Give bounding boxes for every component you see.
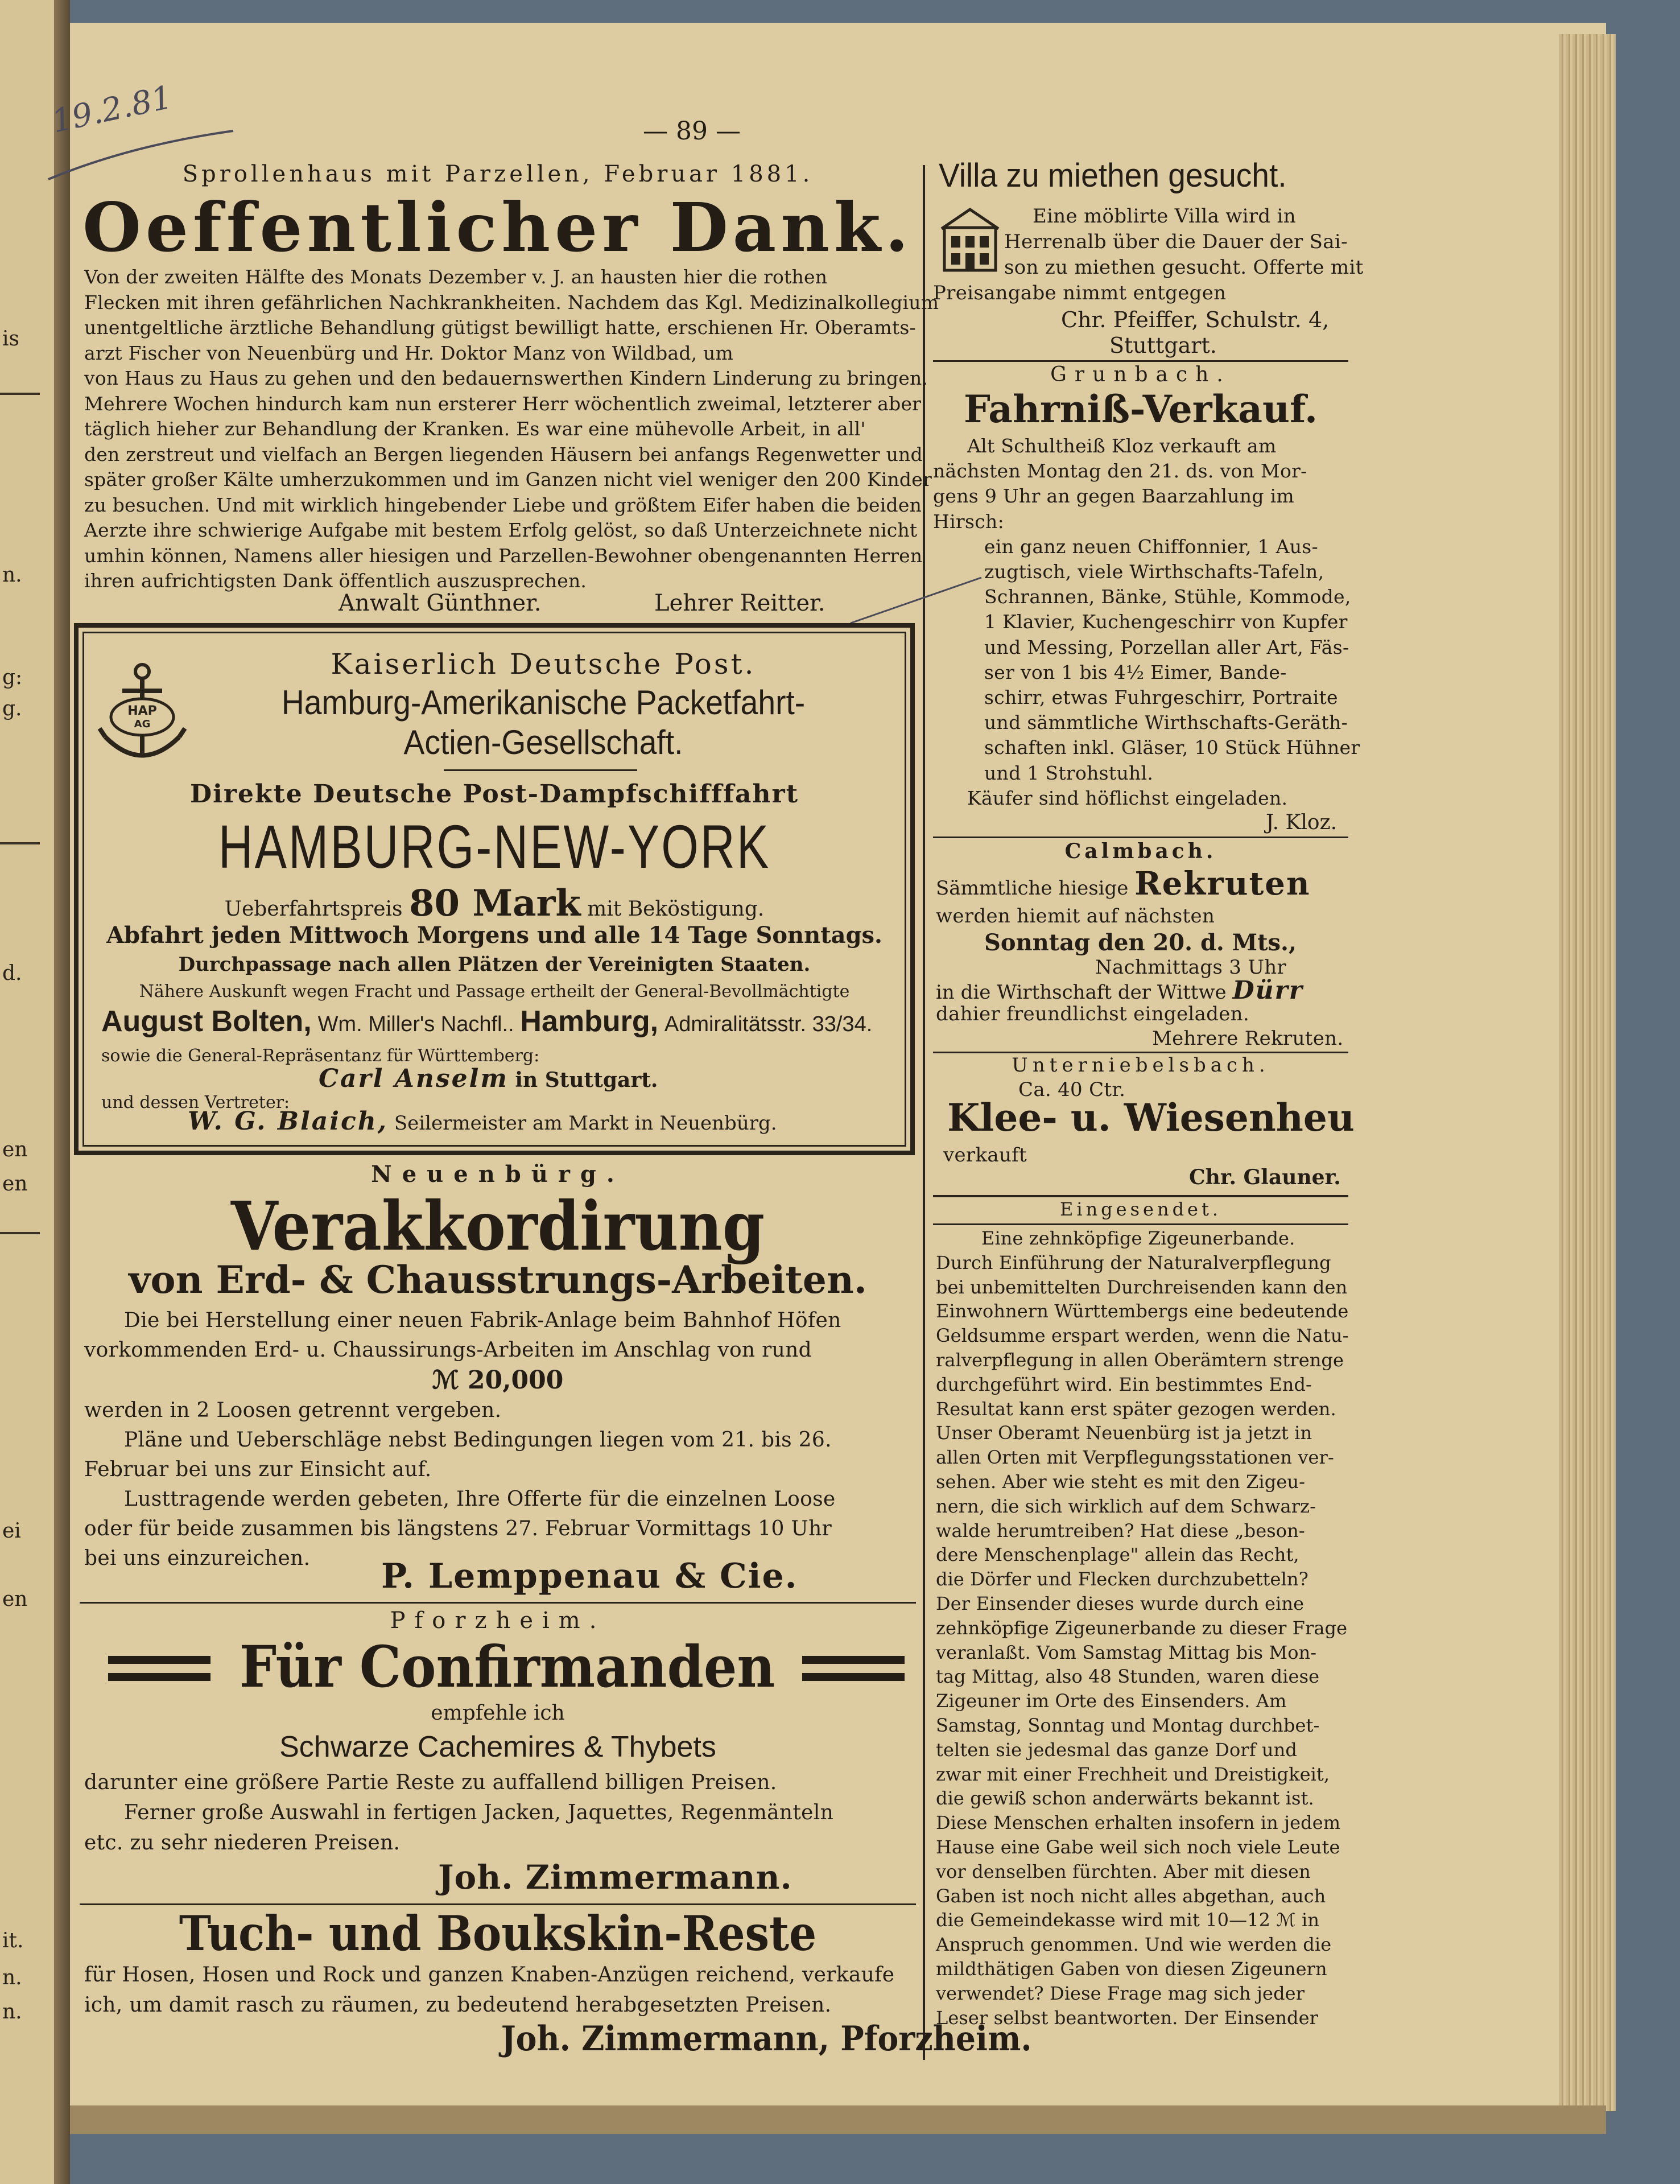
post-vertreter bbox=[188, 1107, 777, 1136]
text-line: Der Einsender dieses wurde durch eine bbox=[936, 1592, 1305, 1614]
page-number: 89 bbox=[676, 117, 708, 146]
post-vertreter-desc: Seilermeister am Markt in Neuenbürg. bbox=[394, 1112, 777, 1135]
anchor-emblem-icon bbox=[97, 660, 188, 774]
archive-pencil-note: 19.2.81 bbox=[48, 79, 176, 141]
text-line: Samstag, Sonntag und Montag durchbet- bbox=[936, 1714, 1320, 1736]
left-fragment: en bbox=[2, 1172, 28, 1196]
verakk-place: Neuenbürg. bbox=[371, 1161, 625, 1188]
left-fragment: en bbox=[2, 1588, 28, 1611]
confirm-line: etc. zu sehr niederen Preisen. bbox=[84, 1831, 401, 1855]
text-line: Anspruch genommen. Und wie werden die bbox=[936, 1934, 1332, 1956]
calmbach-place: Calmbach. bbox=[1064, 839, 1217, 863]
post-vertreter-line: und dessen Vertreter: bbox=[101, 1093, 290, 1112]
verakk-line: vorkommenden Erd- u. Chaussirungs-Arbeiten im Anschlag von rund bbox=[84, 1338, 812, 1362]
unterniebelsbach-line: Ca. 40 Ctr. bbox=[1018, 1078, 1126, 1101]
text-line: schaften inkl. Gläser, 10 Stück Hühner bbox=[984, 736, 1360, 759]
text-line: die Gemeindekasse wird mit 10—12 ℳ in bbox=[936, 1909, 1320, 1931]
text-line: Leser selbst beantworten. Der Einsender bbox=[936, 2006, 1319, 2029]
text-line: Einwohnern Württembergs eine bedeutende bbox=[936, 1300, 1349, 1322]
eingesendet-body bbox=[936, 1226, 1349, 2030]
text-line: telten sie jedesmal das ganze Dorf und bbox=[936, 1738, 1297, 1761]
book-gutter bbox=[54, 0, 70, 2184]
svg-text:HAP: HAP bbox=[127, 704, 157, 718]
section-divider bbox=[933, 1223, 1348, 1225]
text-line: täglich hieher zur Behandlung der Kranken. Es war eine mühevolle Arbeit, in all' bbox=[84, 418, 866, 440]
grunbach-title: Fahrniß-Verkauf. bbox=[964, 387, 1318, 431]
text-line: sehen. Aber wie steht es mit den Zigeu- bbox=[936, 1470, 1306, 1493]
text-line: den zerstreut und vielfach an Bergen liegenden Häusern bei anfangs Regenwetter und bbox=[84, 443, 923, 465]
calmbach-line-5 bbox=[936, 976, 1303, 1005]
calmbach-line: Nachmittags 3 Uhr bbox=[1095, 956, 1287, 979]
left-fragment: g. bbox=[2, 697, 22, 720]
post-agent-address: Admiralitätsstr. 33/34. bbox=[664, 1012, 873, 1036]
text-line: und sämmtliche Wirthschafts-Geräth- bbox=[984, 711, 1348, 734]
text-line: veranlaßt. Vom Samstag Mittag bis Mon- bbox=[936, 1641, 1317, 1663]
grunbach-place: Grunbach. bbox=[1050, 363, 1231, 386]
decorative-bar bbox=[802, 1656, 905, 1664]
decorative-bar bbox=[108, 1673, 210, 1681]
post-agent-line bbox=[101, 1004, 872, 1039]
text-line: ihren aufrichtigsten Dank öffentlich auszusprechen. bbox=[84, 570, 587, 592]
post-agent-city: Hamburg, bbox=[520, 1005, 659, 1038]
dank-title: Oeffentlicher Dank. bbox=[82, 188, 913, 267]
calmbach-line: werden hiemit auf nächsten bbox=[936, 905, 1215, 928]
text-line: Zigeuner im Orte des Einsenders. Am bbox=[936, 1690, 1287, 1712]
grunbach-signature: J. Kloz. bbox=[1266, 811, 1338, 834]
left-fragment: en bbox=[2, 1138, 28, 1161]
post-vertreter-name: W. G. Blaich, bbox=[188, 1107, 389, 1136]
tuch-line: ich, um damit rasch zu räumen, zu bedeutend herabgesetzten Preisen. bbox=[84, 1993, 832, 2017]
bottom-edge bbox=[70, 2105, 1606, 2134]
text-line: zehnköpfige Zigeunerbande zu dieser Frage bbox=[936, 1617, 1348, 1639]
text-line: Mehrere Wochen hindurch kam nun ersterer Herr wöchentlich zweimal, letzterer aber bbox=[84, 392, 922, 415]
verakk-line: Die bei Herstellung einer neuen Fabrik-Anlage beim Bahnhof Höfen bbox=[124, 1309, 841, 1332]
calmbach-line-1 bbox=[936, 865, 1311, 903]
post-price-line bbox=[82, 882, 906, 925]
villa-title: Villa zu miethen gesucht. bbox=[939, 157, 1287, 194]
decorative-bar bbox=[802, 1673, 905, 1681]
page-number-line: — 89 — bbox=[643, 117, 741, 146]
text-line: Geldsumme erspart werden, wenn die Natu- bbox=[936, 1325, 1349, 1347]
text-line: zwar mit einer Frechheit und Dreistigkeit, bbox=[936, 1763, 1330, 1785]
text-line: Resultat kann erst später gezogen werden. bbox=[936, 1398, 1336, 1420]
post-route: HAMBURG-NEW-YORK bbox=[218, 812, 771, 881]
text-line: von Haus zu Haus zu gehen und den bedauernswerthen Kindern Linderung zu bringen. bbox=[84, 367, 928, 389]
section-divider bbox=[933, 836, 1348, 838]
text-line: verwendet? Diese Frage mag sich jeder bbox=[936, 1982, 1305, 2004]
text-line: Von der zweiten Hälfte des Monats Dezember v. J. an hausten hier die rothen bbox=[84, 266, 828, 288]
calmbach-pre-5: in die Wirthschaft der Wittwe bbox=[936, 981, 1227, 1004]
villa-house-icon bbox=[939, 205, 1001, 273]
verakk-line: Februar bei uns zur Einsicht auf. bbox=[84, 1458, 432, 1481]
tuch-line: für Hosen, Hosen und Rock und ganzen Knaben-Anzügen reichend, verkaufe bbox=[84, 1963, 895, 1987]
verakk-line: Pläne und Ueberschläge nebst Bedingungen liegen vom 21. bis 26. bbox=[124, 1428, 832, 1452]
text-line: nern, die sich wirklich auf dem Schwarz- bbox=[936, 1495, 1316, 1517]
page-edges bbox=[1559, 34, 1616, 2111]
confirm-products: Schwarze Cachemires & Thybets bbox=[279, 1730, 716, 1763]
text-line: Flecken mit ihren gefährlichen Nachkrankheiten. Nachdem das Kgl. Medizinalkollegium bbox=[84, 291, 939, 314]
text-line: Eine zehnköpfige Zigeunerbande. bbox=[981, 1227, 1295, 1249]
confirm-line: empfehle ich bbox=[431, 1701, 565, 1725]
post-price-pre: Ueberfahrtspreis bbox=[224, 897, 403, 921]
text-line: 1 Klavier, Kuchengeschirr von Kupfer bbox=[984, 611, 1348, 633]
post-company-line-2: Actien-Gesellschaft. bbox=[403, 723, 683, 761]
post-agent-name: August Bolten, bbox=[101, 1005, 312, 1038]
text-line: die Dörfer und Flecken durchzubetteln? bbox=[936, 1568, 1308, 1590]
left-fragment: n. bbox=[2, 1966, 22, 1989]
unterniebelsbach-place: Unterniebelsbach. bbox=[1012, 1054, 1270, 1077]
text-line: dere Menschenplage" allein das Recht, bbox=[936, 1544, 1299, 1566]
text-line: Hirsch: bbox=[933, 510, 1004, 533]
verakk-line: oder für beide zusammen bis längstens 27. Februar Vormittags 10 Uhr bbox=[84, 1517, 832, 1540]
left-fragment: d. bbox=[2, 962, 22, 985]
villa-contact: Chr. Pfeiffer, Schulstr. 4, bbox=[1061, 307, 1330, 332]
post-company-line-1: Hamburg-Amerikanische Packetfahrt- bbox=[281, 683, 806, 722]
post-departures: Abfahrt jeden Mittwoch Morgens und alle 14 Tage Sonntags. bbox=[106, 922, 882, 949]
text-line: mildthätigen Gaben von diesen Zigeunern bbox=[936, 1958, 1327, 1980]
villa-line: Preisangabe nimmt entgegen bbox=[933, 282, 1227, 304]
dank-body bbox=[84, 265, 939, 594]
text-line: Unser Oberamt Neuenbürg ist ja jetzt in bbox=[936, 1422, 1312, 1444]
text-line: nächsten Montag den 21. ds. von Mor- bbox=[933, 460, 1307, 483]
unterniebelsbach-line: verkauft bbox=[943, 1144, 1027, 1167]
text-line: durchgeführt wird. Ein bestimmtes End- bbox=[936, 1373, 1312, 1395]
post-rep-city: in Stuttgart. bbox=[515, 1068, 658, 1092]
text-line: Gaben ist noch nicht alles abgethan, auch bbox=[936, 1885, 1326, 1907]
post-header: Kaiserlich Deutsche Post. bbox=[331, 648, 756, 681]
post-divider bbox=[444, 769, 637, 771]
post-price-post: mit Beköstigung. bbox=[587, 897, 765, 921]
text-line: und 1 Strohstuhl. bbox=[984, 761, 1154, 784]
calmbach-rekruten: Rekruten bbox=[1134, 865, 1311, 903]
text-line: Alt Schultheiß Kloz verkauft am bbox=[967, 435, 1277, 457]
confirm-line: darunter eine größere Partie Reste zu auffallend billigen Preisen. bbox=[84, 1771, 777, 1794]
left-rule bbox=[0, 393, 40, 395]
post-rep-name: Carl Anselm bbox=[319, 1064, 509, 1093]
verakk-signature: P. Lemppenau & Cie. bbox=[381, 1556, 798, 1596]
section-divider bbox=[80, 1602, 916, 1604]
verakk-line: werden in 2 Loosen getrennt vergeben. bbox=[84, 1399, 502, 1422]
text-line: Käufer sind höflichst eingeladen. bbox=[967, 786, 1288, 809]
confirm-line: Ferner große Auswahl in fertigen Jacken, Jaquettes, Regenmänteln bbox=[124, 1801, 834, 1824]
verakk-line: Lusttragende werden gebeten, Ihre Offerte für die einzelnen Loose bbox=[124, 1487, 836, 1511]
left-fragment: n. bbox=[2, 563, 22, 587]
text-line: zu besuchen. Und mit wirklich hingebender Liebe und größtem Eifer haben die beiden bbox=[84, 493, 922, 516]
dank-place-line: Sprollenhaus mit Parzellen, Februar 1881. bbox=[182, 161, 814, 187]
text-line: später großer Kälte umherzukommen und im Ganzen nicht viel weniger den 200 Kinder bbox=[84, 468, 932, 491]
post-price: 80 Mark bbox=[408, 882, 581, 925]
verakk-subtitle: von Erd- & Chausstrungs-Arbeiten. bbox=[129, 1258, 867, 1302]
left-rule bbox=[0, 842, 40, 844]
text-line: tag Mittag, also 48 Stunden, waren diese bbox=[936, 1666, 1320, 1688]
confirm-place: Pforzheim. bbox=[390, 1608, 606, 1634]
confirm-signature: Joh. Zimmermann. bbox=[438, 1858, 792, 1897]
text-line: walde herumtreiben? Hat diese „beson- bbox=[936, 1519, 1305, 1542]
villa-line: Herrenalb über die Dauer der Sai- bbox=[1004, 230, 1348, 253]
verakk-title: Verakkordirung bbox=[230, 1186, 765, 1266]
text-line: vor denselben fürchten. Aber mit diesen bbox=[936, 1860, 1311, 1882]
dank-signature-2: Lehrer Reitter. bbox=[654, 590, 825, 616]
dank-signature-1: Anwalt Günthner. bbox=[339, 590, 542, 616]
left-fragment: g: bbox=[2, 666, 23, 689]
post-agent-firm: Wm. Miller's Nachfl.. bbox=[317, 1012, 514, 1036]
text-line: unentgeltliche ärztliche Behandlung gütigst bewilligt hatte, erschienen Hr. Oberamts- bbox=[84, 316, 916, 339]
text-line: arzt Fischer von Neuenbürg und Hr. Doktor Manz von Wildbad, um bbox=[84, 341, 733, 364]
decorative-bar bbox=[108, 1656, 210, 1664]
text-line: Aerzte ihre schwierige Aufgabe mit bestem Erfolg gelöst, so daß Unterzeichnete nicht bbox=[84, 519, 918, 541]
tuch-title: Tuch- und Boukskin-Reste bbox=[179, 1905, 817, 1962]
text-line: gens 9 Uhr an gegen Baarzahlung im bbox=[933, 485, 1295, 508]
post-info: Nähere Auskunft wegen Fracht und Passage ertheilt der General-Bevollmächtigte bbox=[139, 982, 850, 1002]
post-subtitle: Direkte Deutsche Post-Dampfschifffahrt bbox=[189, 780, 799, 809]
calmbach-signature: Mehrere Rekruten. bbox=[1152, 1027, 1344, 1050]
left-fragment: it. bbox=[2, 1929, 24, 1952]
text-line: allen Orten mit Verpflegungsstationen ver- bbox=[936, 1447, 1334, 1469]
text-line: schirr, etwas Fuhrgeschirr, Portraite bbox=[984, 686, 1338, 709]
grunbach-body bbox=[933, 434, 1360, 811]
calmbach-pre: Sämmtliche hiesige bbox=[936, 877, 1129, 900]
left-rule bbox=[0, 1232, 40, 1234]
left-fragment: n. bbox=[2, 2000, 22, 2024]
post-transit: Durchpassage nach allen Plätzen der Vereinigten Staaten. bbox=[178, 953, 811, 976]
tuch-signature: Joh. Zimmermann, Pforzheim. bbox=[501, 2019, 1032, 2059]
verakk-amount: ℳ 20,000 bbox=[432, 1366, 564, 1395]
left-fragment: ei bbox=[2, 1519, 21, 1543]
left-fragment: is bbox=[2, 327, 19, 351]
villa-line: Eine möblirte Villa wird in bbox=[1033, 205, 1296, 228]
villa-city: Stuttgart. bbox=[1109, 333, 1217, 358]
text-line: Durch Einführung der Naturalverpflegung bbox=[936, 1251, 1331, 1274]
text-line: umhin können, Namens aller hiesigen und Parzellen-Bewohner obengenannten Herren bbox=[84, 544, 923, 567]
text-line: zugtisch, viele Wirthschafts-Tafeln, bbox=[984, 561, 1324, 583]
villa-line: son zu miethen gesucht. Offerte mit bbox=[1004, 256, 1364, 279]
text-line: Hause eine Gabe weil sich noch viele Leute bbox=[936, 1836, 1340, 1858]
post-rep bbox=[319, 1064, 658, 1093]
text-line: bei unbemittelten Durchreisenden kann den bbox=[936, 1276, 1348, 1298]
calmbach-date: Sonntag den 20. d. Mts., bbox=[984, 929, 1297, 956]
calmbach-duerr: Dürr bbox=[1232, 976, 1303, 1005]
text-line: Diese Menschen erhalten insofern in jedem bbox=[936, 1812, 1341, 1834]
text-line: Schrannen, Bänke, Stühle, Kommode, bbox=[984, 586, 1351, 608]
post-rep-line: sowie die General-Repräsentanz für Württemberg: bbox=[101, 1046, 540, 1066]
section-divider bbox=[933, 1052, 1348, 1053]
unterniebelsbach-signature: Chr. Glauner. bbox=[1189, 1165, 1341, 1189]
section-divider bbox=[933, 1195, 1348, 1197]
confirm-title: Für Confirmanden bbox=[239, 1633, 775, 1700]
calmbach-line: dahier freundlichst eingeladen. bbox=[936, 1003, 1249, 1025]
text-line: ser von 1 bis 4½ Eimer, Bande- bbox=[984, 661, 1287, 683]
verakk-line: bei uns einzureichen. bbox=[84, 1547, 311, 1570]
text-line: ein ganz neuen Chiffonnier, 1 Aus- bbox=[984, 535, 1318, 558]
svg-text:AG: AG bbox=[134, 718, 151, 730]
unterniebelsbach-title: Klee- u. Wiesenheu bbox=[947, 1095, 1355, 1140]
left-page-edge bbox=[0, 0, 54, 2184]
text-line: die gewiß schon anderwärts bekannt ist. bbox=[936, 1787, 1314, 1810]
eingesendet-header: Eingesendet. bbox=[1059, 1198, 1222, 1220]
text-line: ralverpflegung in allen Oberämtern strenge bbox=[936, 1349, 1344, 1371]
text-line: und Messing, Porzellan aller Art, Fäs- bbox=[984, 636, 1349, 658]
section-divider bbox=[933, 360, 1348, 362]
